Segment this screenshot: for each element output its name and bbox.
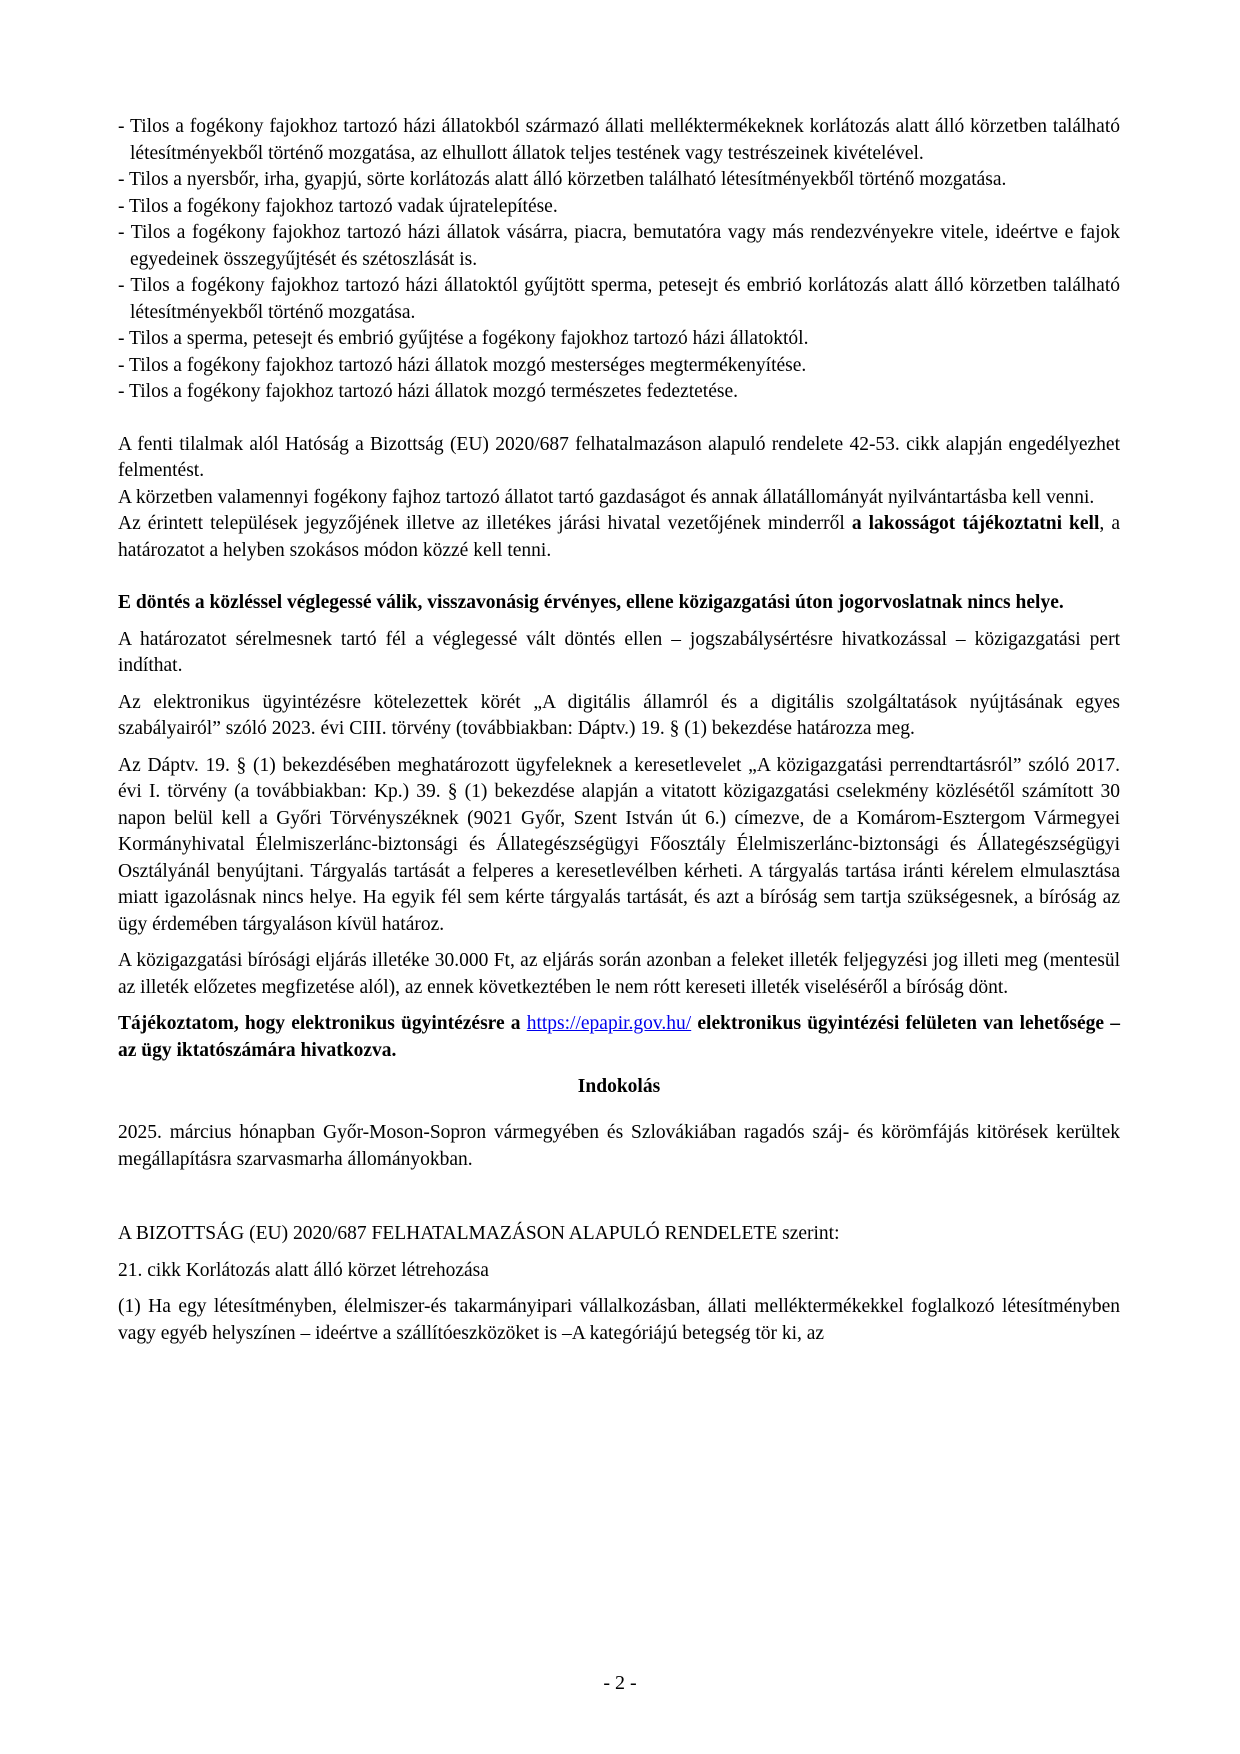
prohibition-item: - Tilos a nyersbőr, irha, gyapjú, sörte korlátozás alatt álló körzetben található létesítményekből történő mozgatása.: [118, 169, 1007, 190]
epapir-paragraph: [118, 1011, 1120, 1064]
notify-paragraph: [118, 511, 1120, 564]
page-number: - 2 -: [603, 1672, 637, 1694]
article-paragraph: (1) Ha egy létesítményben, élelmiszer-és takarmányipari vállalkozásban, állati melléktermékekkel foglalkozó létesítményben vagy egyéb helyszínen – ideértve a szállítóeszközöket is –A kategóriájú betegség tör ki, az: [118, 1296, 1120, 1344]
exemption-paragraph: A fenti tilalmak alól Hatóság a Bizottság (EU) 2020/687 felhatalmazáson alapuló rendelete 42-53. cikk alapján engedélyezhet felmentést.: [118, 433, 1120, 481]
electronic-obligation-paragraph: Az elektronikus ügyintézésre kötelezettek körét „A digitális államról és a digitális szolgáltatások nyújtásának egyes szabályairól” szóló 2023. évi CIII. törvény (továbbiakban: Dáptv.) 19. § (1) bekezdése határozza meg.: [118, 691, 1120, 739]
notify-text-after: , a határozatot a helyben szokásos módon közzé kell tenni.: [118, 513, 1120, 561]
prohibition-list: [118, 114, 1120, 406]
registry-paragraph: A körzetben valamennyi fogékony fajhoz tartozó állatot tartó gazdaságot és annak állatállományát nyilvántartásba kell venni.: [118, 486, 1095, 508]
prohibition-item: - Tilos a sperma, petesejt és embrió gyűjtése a fogékony fajokhoz tartozó házi állatoktól.: [118, 328, 809, 349]
epapir-text-before: Tájékoztatom, hogy elektronikus ügyintézésre a: [118, 1013, 527, 1034]
epapir-text-after: elektronikus ügyintézési felületen van lehetősége – az ügy iktatószámára hivatkozva.: [118, 1013, 1120, 1061]
notify-text-bold: a lakosságot tájékoztatni kell: [851, 513, 1100, 534]
regulation-heading: A BIZOTTSÁG (EU) 2020/687 FELHATALMAZÁSON ALAPULÓ RENDELETE szerint:: [118, 1223, 840, 1244]
final-decision-paragraph: [118, 590, 1120, 617]
article-title: 21. cikk Korlátozás alatt álló körzet létrehozása: [118, 1259, 489, 1281]
notify-text-before: Az érintett települések jegyzőjének illetve az illetékes járási hivatal vezetőjének minderről: [118, 513, 852, 534]
lawsuit-paragraph: A határozatot sérelmesnek tartó fél a véglegessé vált döntés ellen – jogszabálysértésre hivatkozással – közigazgatási pert indíthat.: [118, 628, 1120, 676]
prohibition-item: - Tilos a fogékony fajokhoz tartozó vadak újratelepítése.: [118, 195, 558, 217]
epapir-link[interactable]: https://epapir.gov.hu/: [526, 1013, 692, 1034]
fee-paragraph: A közigazgatási bírósági eljárás illetéke 30.000 Ft, az eljárás során azonban a feleket illeték feljegyzési jog illeti meg (mentesül az illeték előzetes megfizetése alól), az ennek következtében le nem rótt kereseti illeték viseléséről a bíróság dönt.: [118, 950, 1120, 998]
reasoning-paragraph: 2025. március hónapban Győr-Moson-Sopron vármegyében és Szlovákiában ragadós száj- és körömfájás kitörések kerültek megállapításra szarvasmarha állományokban.: [118, 1122, 1120, 1170]
reasoning-heading: [118, 1074, 1120, 1101]
prohibition-item: - Tilos a fogékony fajokhoz tartozó házi állatok mozgó természetes fedeztetése.: [118, 381, 738, 402]
prohibition-item: - Tilos a fogékony fajokhoz tartozó házi állatok mozgó mesterséges megtermékenyítése.: [118, 354, 807, 376]
reasoning-heading-text: Indokolás: [577, 1076, 661, 1097]
prohibition-item: - Tilos a fogékony fajokhoz tartozó házi állatokból származó állati melléktermékeknek korlátozás alatt álló körzetben található létesítményekből történő mozgatása, az elhullott állatok teljes testének vagy testrészeinek kivételével.: [118, 116, 1120, 164]
final-decision-text: E döntés a közléssel véglegessé válik, visszavonásig érvényes, ellene közigazgatási úton jogorvoslatnak nincs helye.: [118, 592, 1064, 613]
prohibition-item: - Tilos a fogékony fajokhoz tartozó házi állatoktól gyűjtött sperma, petesejt és embrió korlátozás alatt álló körzetben található létesítményekből történő mozgatása.: [118, 275, 1120, 323]
document-page: [118, 114, 1120, 1347]
statement-of-claim-paragraph: Az Dáptv. 19. § (1) bekezdésében meghatározott ügyfeleknek a keresetlevelet „A közigazgatási perrendtartásról” szóló 2017. évi I. törvény (a továbbiakban: Kp.) 39. § (1) bekezdése alapján a vitatott közigazgatási cselekmény közlésétől számított 30 napon belül kell a Győri Törvényszéknek (9021 Győr, Szent István út 6.) címezve, de a Komárom-Esztergom Vármegyei Kormányhivatal Élelmiszerlánc-biztonsági és Állategészségügyi Főosztály Élelmiszerlánc-biztonsági és Állategészségügyi Osztályánál benyújtani. Tárgyalás tartását a felperes a keresetlevélben kérheti. A tárgyalás tartása iránti kérelem elmulasztása miatt igazolásnak nincs helye. Ha egyik fél sem kérte tárgyalás tartását, és azt a bíróság sem tartja szükségesnek, a bíróság az ügy érdemében tárgyaláson kívül határoz.: [118, 754, 1120, 935]
prohibition-item: - Tilos a fogékony fajokhoz tartozó házi állatok vásárra, piacra, bemutatóra vagy más rendezvényekre vitele, ideértve e fajok egyedeinek összegyűjtését és szétoszlását is.: [118, 222, 1120, 270]
